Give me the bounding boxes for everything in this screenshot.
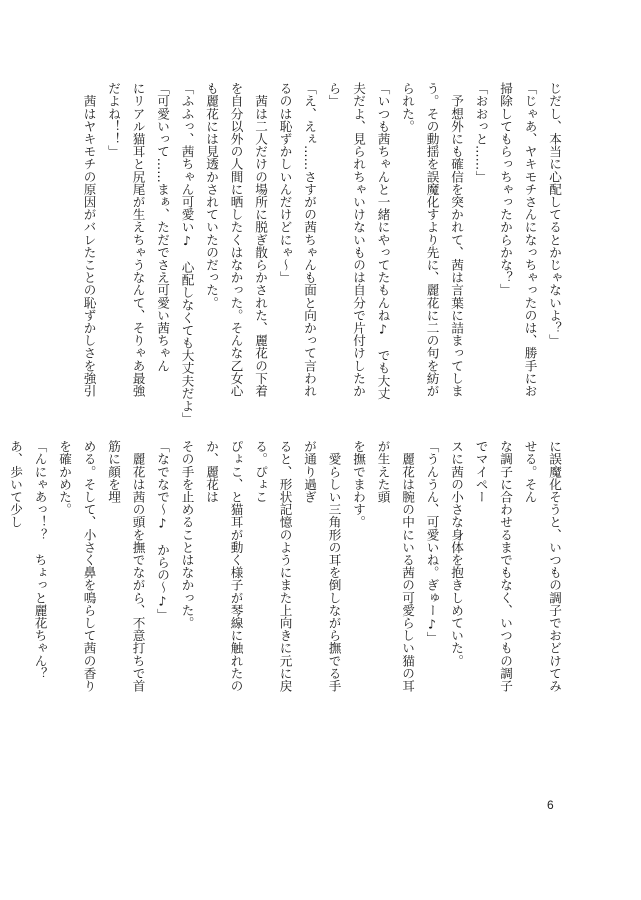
upper-text-line: を自分以外の人間に晒したくはなかった。そんな乙女心 (228, 82, 244, 397)
upper-text-line: 「いつも茜ちゃんと一緒にやってたもんね♪ でも大丈 (375, 82, 391, 400)
lower-text-line: 「うんうん、可愛いね。ぎゅー♪」 (424, 440, 440, 644)
upper-text-block (81, 82, 566, 425)
upper-text-line: 茜はヤキモチの原因がバレたことの恥ずかしさを強引 (81, 82, 97, 397)
lower-text-line: 麗花は腕の中にいる茜の可愛らしい猫の耳が生えた頭 (375, 440, 415, 692)
upper-text-line: 茜は二人だけの場所に脱ぎ散らかされた、麗花の下着 (253, 82, 268, 397)
upper-text-line: も麗花には見透かされていたのだった。 (204, 82, 219, 309)
lower-text-line: スに茜の小さな身体を抱きしめていた。 (449, 440, 464, 667)
lower-text-line: 「んにゃあっ！？ ちょっと麗花ちゃん？ あ、歩いて少し (8, 440, 48, 693)
upper-text-line: 掃除してもらっちゃったからかな？」 (498, 82, 513, 297)
upper-text-line: 予想外にも確信を突かれて、茜は言葉に詰まってしま (449, 82, 464, 397)
upper-text-line: るのは恥ずかしいんだけどにゃ～」 (277, 82, 293, 284)
lower-text-line: に誤魔化そうと、いつもの調子でおどけてみせる。そん (522, 440, 562, 692)
upper-text-line: 夫だよ、見られちゃいけないものは自分で片付けしたか (351, 82, 366, 397)
page-number: 6 (547, 798, 554, 812)
lower-text-line: その手を止めることはなかった。 (179, 440, 195, 629)
upper-text-line: にリアル猫耳と尻尾が生えちゃうなんて、そりゃあ最強 (130, 82, 146, 397)
upper-text-line: られた。 (400, 82, 415, 133)
lower-text-line: な調子に合わせるまでもなく、いつもの調子でマイペー (473, 440, 513, 692)
lower-text-line: ると、形状記憶のようにまた上向きに元に戻る。ぴょこ (253, 440, 293, 692)
upper-text-line: だよね！！」 (106, 82, 121, 158)
lower-text-line: 愛らしい三角形の耳を倒しながら撫でる手が通り過ぎ (302, 440, 342, 692)
lower-text-line: 麗花は茜の頭を撫でながら、不意打ちで首筋に顔を埋 (106, 440, 146, 692)
upper-text-line: ら」 (326, 82, 342, 108)
upper-text-line: 「可愛いって……まぁ、ただでさえ可愛い茜ちゃん (155, 82, 170, 372)
upper-text-line: う。その動揺を誤魔化すより先に、麗花に二の句を紡が (424, 82, 440, 397)
upper-text-line: 「おおっと……」 (473, 82, 489, 183)
upper-text-line: じだし、本当に心配してるとかじゃないよ？」 (547, 82, 562, 347)
lower-text-line: を撫でまわす。 (351, 440, 366, 529)
lower-text-line: める。そして、小さく鼻を鳴らして茜の香りを確かめた。 (57, 440, 97, 692)
upper-text-line: 「じゃあ、ヤキモチさんになっちゃったのは、勝手にお (522, 82, 538, 397)
lower-text-line: 「なでなで～♪ からの～♪」 (155, 440, 170, 622)
lower-text-line (0, 440, 3, 695)
lower-text-block (8, 440, 566, 695)
upper-text-line: 「ふふっ、茜ちゃん可愛い♪ 心配しなくても大丈夫だよ」 (179, 82, 195, 425)
lower-text-line: ぴょこ、と猫耳が動く様子が琴線に触れたのか、麗花は (204, 440, 244, 692)
upper-text-line: 「え、えぇ……さすがの茜ちゃんも面と向かって言われ (302, 82, 317, 397)
